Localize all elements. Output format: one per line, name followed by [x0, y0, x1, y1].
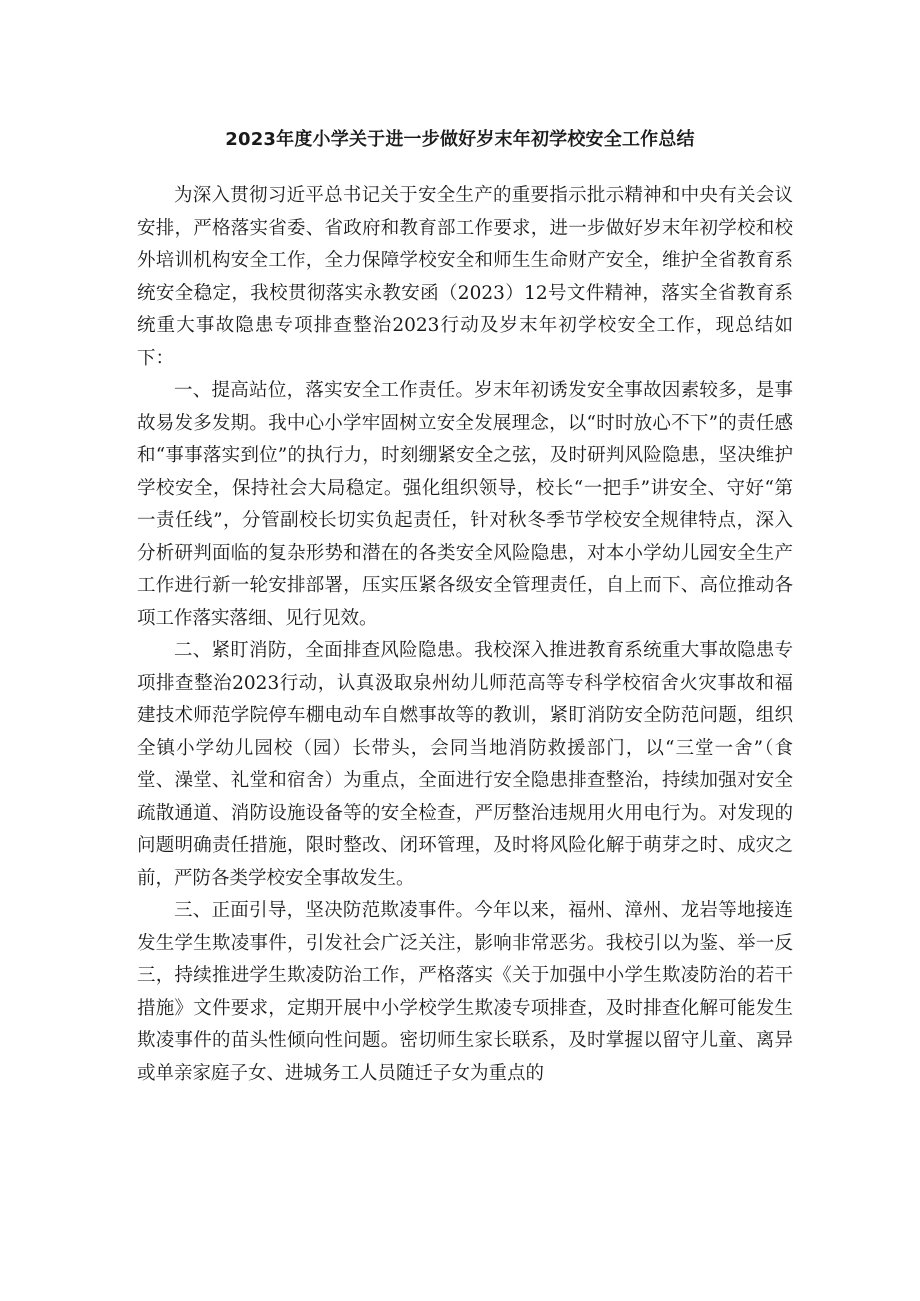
intro-paragraph: 为深入贯彻习近平总书记关于安全生产的重要指示批示精神和中央有关会议安排，严格落实省委、省政府和教育部工作要求，进一步做好岁末年初学校和校外培训机构安全工作，全力保障学校安全和师生生命财产安全，维护全省教育系统安全稳定，我校贯彻落实永教安函（2023）12号文件精神，落实全省教育系统重大事故隐患专项排查整治2023行动及岁末年初学校安全工作，现总结如下： [137, 185, 793, 369]
section-two-paragraph: 二、紧盯消防，全面排查风险隐患。我校深入推进教育系统重大事故隐患专项排查整治2023行动，认真汲取泉州幼儿师范高等专科学校宿舍火灾事故和福建技术师范学院停车棚电动车自燃事故等的教训，紧盯消防安全防范问题，组织全镇小学幼儿园校（园）长带头，会同当地消防救援部门，以“三堂一舍”（食堂、澡堂、礼堂和宿舍）为重点，全面进行安全隐患排查整治，持续加强对安全疏散通道、消防设施设备等的安全检查，严厉整治违规用火用电行为。对发现的问题明确责任措施，限时整改、闭环管理，及时将风险化解于萌芽之时、成灾之前，严防各类学校安全事故发生。 [137, 640, 793, 889]
section-one-paragraph: 一、提高站位，落实安全工作责任。岁末年初诱发安全事故因素较多，是事故易发多发期。我中心小学牢固树立安全发展理念，以“时时放心不下”的责任感和“事事落实到位”的执行力，时刻绷紧安全之弦，及时研判风险隐患，坚决维护学校安全，保持社会大局稳定。强化组织领导，校长“一把手”讲安全、守好“第一责任线”，分管副校长切实负起责任，针对秋冬季节学校安全规律特点，深入分析研判面临的复杂形势和潜在的各类安全风险隐患，对本小学幼儿园安全生产工作进行新一轮安排部署，压实压紧各级安全管理责任，自上而下、高位推动各项工作落实落细、见行见效。 [137, 380, 793, 629]
document-body [137, 180, 793, 1090]
document-title: 2023年度小学关于进一步做好岁末年初学校安全工作总结 [225, 129, 695, 150]
section-three-paragraph: 三、正面引导，坚决防范欺凌事件。今年以来，福州、漳州、龙岩等地接连发生学生欺凌事件，引发社会广泛关注，影响非常恶劣。我校引以为鉴、举一反三，持续推进学生欺凌防治工作，严格落实《关于加强中小学生欺凌防治的若干措施》文件要求，定期开展中小学校学生欺凌专项排查，及时排查化解可能发生欺凌事件的苗头性倾向性问题。密切师生家长联系，及时掌握以留守儿童、离异或单亲家庭子女、进城务工人员随迁子女为重点的 [137, 900, 793, 1084]
